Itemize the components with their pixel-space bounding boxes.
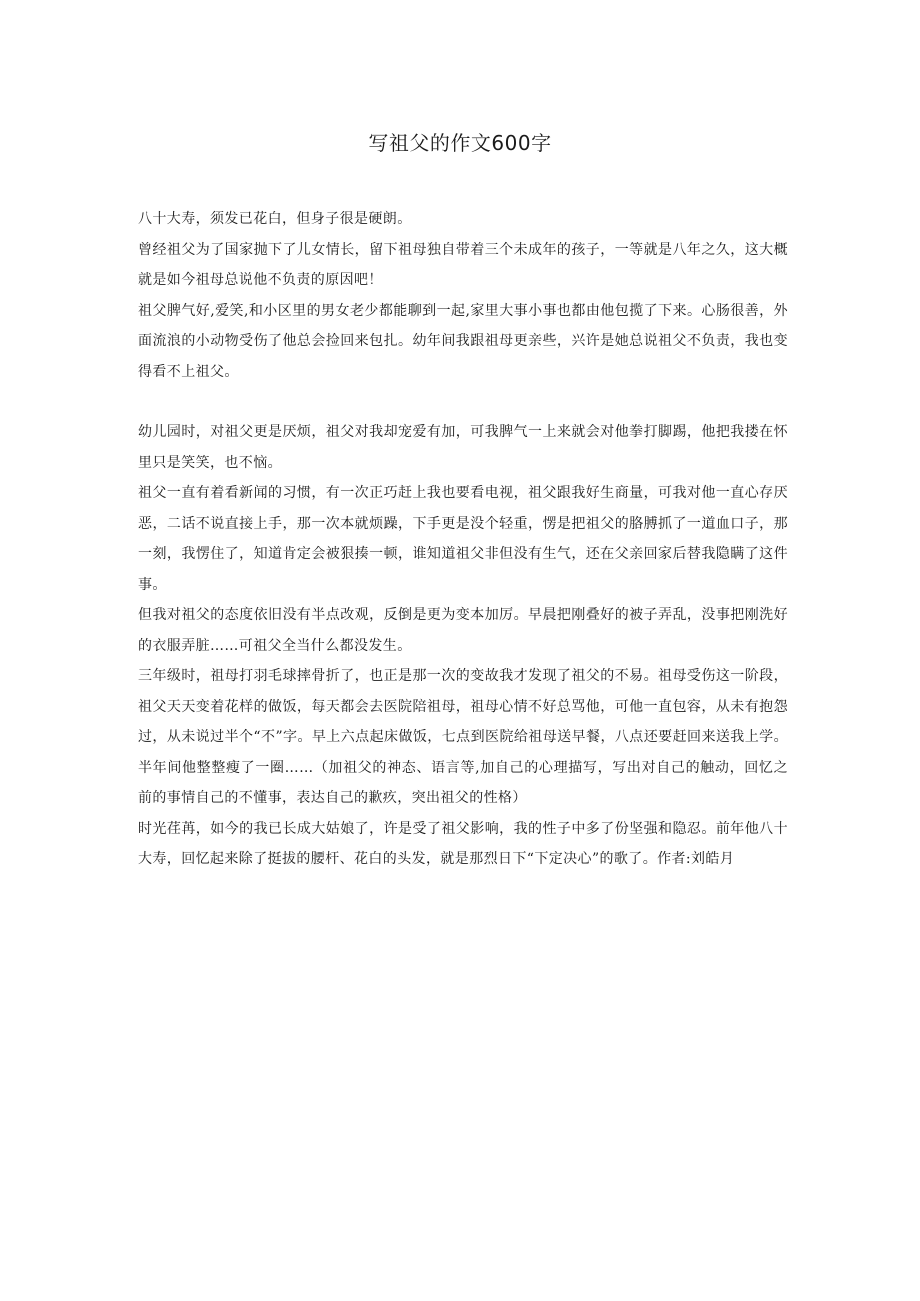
paragraph: 祖父一直有着看新闻的习惯，有一次正巧赶上我也要看电视，祖父跟我好生商量，可我对他一直心存厌恶，二话不说直接上手，那一次本就烦躁，下手更是没个轻重，愣是把祖父的胳膊抓了一道血口子，那一刻，我愣住了，知道肯定会被狠揍一顿，谁知道祖父非但没有生气，还在父亲回家后替我隐瞒了这件事。 bbox=[138, 485, 788, 593]
paragraph: 三年级时，祖母打羽毛球摔骨折了，也正是那一次的变故我才发现了祖父的不易。祖母受伤这一阶段，祖父天天变着花样的做饭，每天都会去医院陪祖母，祖母心情不好总骂他，可他一直包容，从未有抱怨过，从未说过半个“不”字。早上六点起床做饭，七点到医院给祖母送早餐，八点还要赶回来送我上学。半年间他整整瘦了一圈……（加祖父的神态、语言等,加自己的心理描写，写出对自己的触动，回忆之前的事情自己的不懂事，表达自己的歉疚，突出祖父的性格） bbox=[138, 668, 788, 806]
paragraph: 但我对祖父的态度依旧没有半点改观，反倒是更为变本加厉。早晨把刚叠好的被子弄乱，没事把刚洗好的衣服弄脏……可祖父全当什么都没发生。 bbox=[138, 607, 788, 654]
paragraph-spacer bbox=[138, 387, 788, 417]
paragraph: 幼儿园时，对祖父更是厌烦，祖父对我却宠爱有加，可我脾气一上来就会对他拳打脚踢，他把我搂在怀里只是笑笑，也不恼。 bbox=[138, 424, 788, 471]
document-title: 写祖父的作文600字 bbox=[368, 131, 552, 155]
paragraph: 曾经祖父为了国家抛下了儿女情长，留下祖母独自带着三个未成年的孩子，一等就是八年之久，这大概就是如今祖母总说他不负责的原因吧！ bbox=[138, 241, 788, 288]
paragraph: 时光荏苒，如今的我已长成大姑娘了，许是受了祖父影响，我的性子中多了份坚强和隐忍。前年他八十大寿，回忆起来除了挺拔的腰杆、花白的头发，就是那烈日下“下定决心”的歌了。作者:刘皓月 bbox=[138, 820, 788, 867]
paragraph: 祖父脾气好,爱笑,和小区里的男女老少都能聊到一起,家里大事小事也都由他包揽了下来。心肠很善，外面流浪的小动物受伤了他总会捡回来包扎。幼年间我跟祖母更亲些，兴许是她总说祖父不负责，我也变得看不上祖父。 bbox=[138, 302, 788, 380]
document-body bbox=[138, 204, 788, 875]
paragraph: 八十大寿，须发已花白，但身子很是硬朗。 bbox=[138, 211, 412, 227]
